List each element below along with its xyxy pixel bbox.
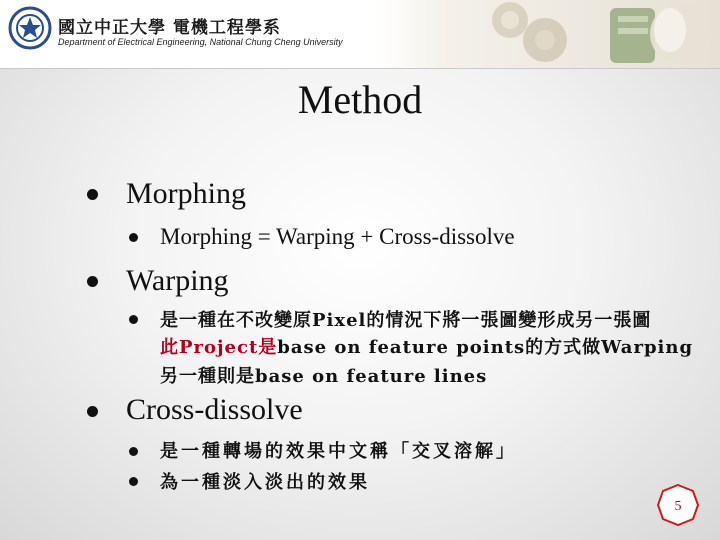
slide-title: Method (297, 77, 423, 122)
cross-dissolve-description-1: 是一種轉場的效果中文稱「交叉溶解」 (160, 441, 517, 462)
warping-description-line3: 另一種則是base on feature lines (160, 366, 488, 387)
cross-dissolve-description-2: 為一種淡入淡出的效果 (160, 472, 370, 493)
bullet-morphing: Morphing (126, 177, 246, 210)
bullet-icon (87, 189, 98, 200)
bullet-cross-dissolve: Cross-dissolve (126, 393, 303, 426)
department-name-english: Department of Electrical Engineering, National Chung Cheng University (58, 37, 343, 47)
header-decoration-icon (380, 0, 720, 68)
warping-description-line2-rest: base on feature points的方式做Warping (277, 337, 694, 358)
department-name-chinese: 國立中正大學 電機工程學系 (58, 18, 281, 38)
warping-description-line1: 是一種在不改變原Pixel的情況下將一張圖變形成另一張圖 (160, 310, 652, 331)
project-highlight: 此Project是 (160, 337, 278, 358)
bullet-icon (129, 315, 138, 324)
page-number-badge (655, 482, 701, 528)
bullet-warping: Warping (126, 264, 229, 297)
bullet-icon (129, 447, 138, 456)
header-banner (0, 0, 720, 69)
bullet-icon (87, 406, 98, 417)
sub-bullet-morphing-formula: Morphing = Warping + Cross-dissolve (160, 224, 515, 249)
university-logo-icon (8, 6, 52, 50)
warping-description-line2 (160, 333, 693, 359)
page-number: 5 (674, 499, 682, 514)
bullet-icon (129, 477, 138, 486)
bullet-icon (129, 233, 138, 242)
bullet-icon (87, 276, 98, 287)
